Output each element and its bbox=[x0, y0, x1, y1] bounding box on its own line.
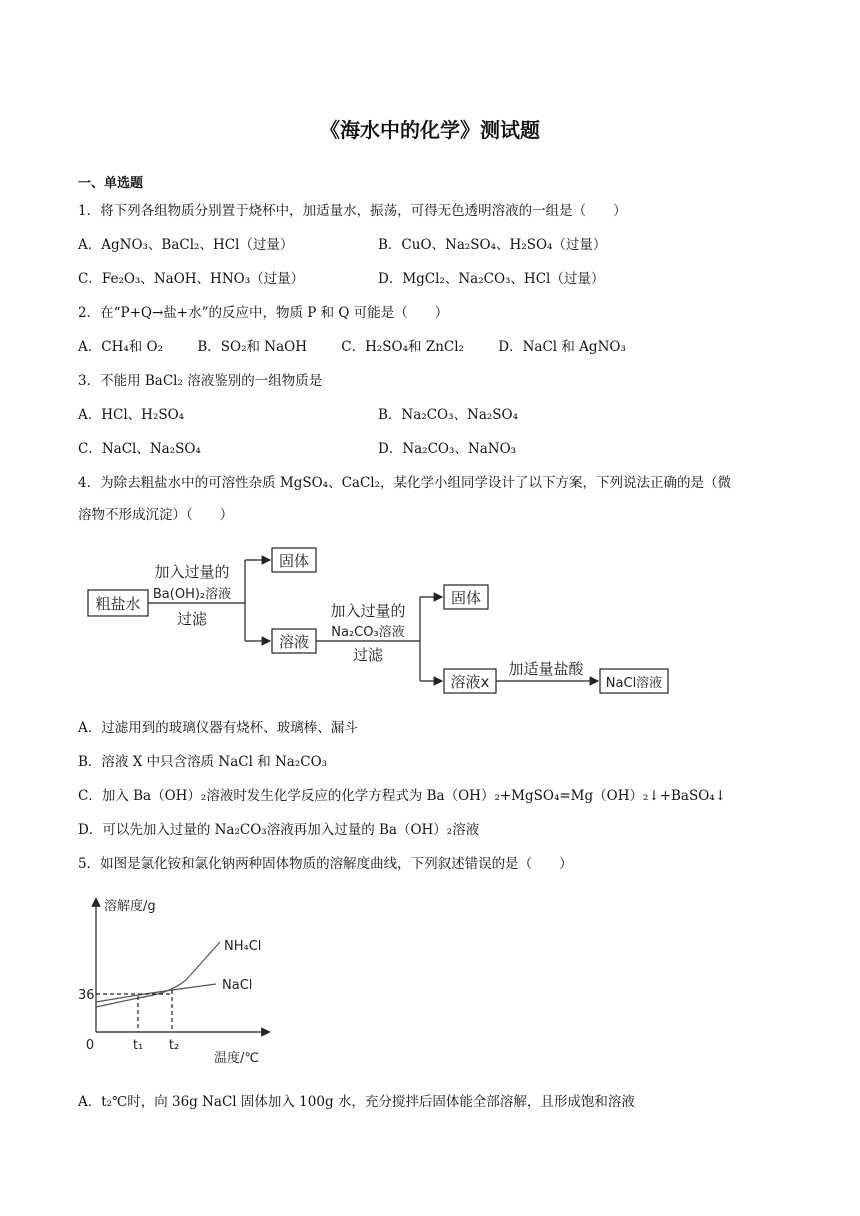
q4-option-c: C．加入 Ba（OH）₂溶液时发生化学反应的化学方程式为 Ba（OH）₂+MgSO₄=Mg（OH）₂↓+BaSO₄↓ bbox=[78, 788, 727, 804]
x-axis-label: 温度/℃ bbox=[214, 1051, 259, 1066]
q2-option-d: D．NaCl 和 AgNO₃ bbox=[498, 339, 626, 355]
origin-label: 0 bbox=[85, 1038, 95, 1053]
nacl-curve bbox=[96, 984, 216, 1002]
q1-option-b: B．CuO、Na₂SO₄、H₂SO₄（过量） bbox=[378, 237, 607, 253]
label-solid-2: 固体 bbox=[450, 589, 482, 607]
section-heading: 一、单选题 bbox=[78, 176, 144, 191]
y-axis-label: 溶解度/g bbox=[104, 899, 156, 914]
nacl-label: NaCl bbox=[222, 978, 253, 993]
label-crude-brine: 粗盐水 bbox=[95, 595, 141, 613]
q1-option-a: A．AgNO₃、BaCl₂、HCl（过量） bbox=[78, 237, 294, 253]
q1-stem: 1．将下列各组物质分别置于烧杯中，加适量水，振荡，可得无色透明溶液的一组是（ ） bbox=[78, 203, 627, 219]
q3-option-a: A．HCl、H₂SO₄ bbox=[78, 407, 185, 423]
q4-option-d: D．可以先加入过量的 Na₂CO₃溶液再加入过量的 Ba（OH）₂溶液 bbox=[78, 822, 480, 838]
step2-add-excess: 加入过量的 bbox=[330, 602, 406, 620]
step1-add-excess: 加入过量的 bbox=[154, 563, 230, 581]
q3-stem: 3．不能用 BaCl₂ 溶液鉴别的一组物质是 bbox=[78, 373, 323, 389]
q2-option-b: B．SO₂和 NaOH bbox=[197, 339, 307, 355]
label-solid-1: 固体 bbox=[278, 552, 310, 570]
q3-option-b: B．Na₂CO₃、Na₂SO₄ bbox=[378, 407, 519, 423]
q2-options bbox=[78, 337, 626, 357]
label-solution-1: 溶液 bbox=[278, 633, 310, 651]
step2-filter: 过滤 bbox=[352, 646, 384, 664]
q2-option-a: A．CH₄和 O₂ bbox=[78, 339, 164, 355]
nh4cl-label: NH₄Cl bbox=[224, 939, 262, 954]
q3-option-c: C．NaCl、Na₂SO₄ bbox=[78, 441, 201, 457]
nh4cl-curve bbox=[96, 942, 220, 1007]
q3-option-d: D．Na₂CO₃、NaNO₃ bbox=[378, 441, 517, 457]
q4-option-a: A．过滤用到的玻璃仪器有烧杯、玻璃棒、漏斗 bbox=[78, 720, 358, 736]
q2-stem: 2．在“P+Q→盐+水”的反应中，物质 P 和 Q 可能是（ ） bbox=[78, 305, 449, 321]
q5-stem: 5．如图是氯化铵和氯化钠两种固体物质的溶解度曲线，下列叙述错误的是（ ） bbox=[78, 856, 573, 872]
y-tick-36: 36 bbox=[78, 988, 95, 1003]
q1-option-c: C．Fe₂O₃、NaOH、HNO₃（过量） bbox=[78, 271, 305, 287]
label-solution-x: 溶液x bbox=[450, 673, 490, 691]
q2-option-c: C．H₂SO₄和 ZnCl₂ bbox=[341, 339, 464, 355]
page-title: 《海水中的化学》测试题 bbox=[320, 118, 540, 142]
q5-solubility-graph bbox=[76, 892, 306, 1072]
q1-option-d: D．MgCl₂、Na₂CO₃、HCl（过量） bbox=[378, 271, 605, 287]
q4-flow-diagram bbox=[80, 540, 680, 700]
step2-reagent: Na₂CO₃溶液 bbox=[331, 625, 405, 640]
step1-filter: 过滤 bbox=[176, 610, 208, 628]
q4-stem-line2: 溶物不形成沉淀）（ ） bbox=[78, 507, 234, 523]
q4-option-b: B．溶液 X 中只含溶质 NaCl 和 Na₂CO₃ bbox=[78, 754, 328, 770]
q4-stem-line1: 4．为除去粗盐水中的可溶性杂质 MgSO₄、CaCl₂，某化学小组同学设计了以下方案，下列说法正确的是（微 bbox=[78, 475, 732, 491]
t1-label: t₁ bbox=[132, 1038, 144, 1053]
label-nacl-solution: NaCl溶液 bbox=[605, 676, 663, 691]
t2-label: t₂ bbox=[168, 1038, 180, 1053]
step3-add-hcl: 加适量盐酸 bbox=[508, 660, 584, 678]
step1-reagent: Ba(OH)₂溶液 bbox=[152, 587, 232, 602]
q5-option-a: A．t₂℃时，向 36g NaCl 固体加入 100g 水，充分搅拌后固体能全部溶解，且形成饱和溶液 bbox=[78, 1094, 635, 1110]
